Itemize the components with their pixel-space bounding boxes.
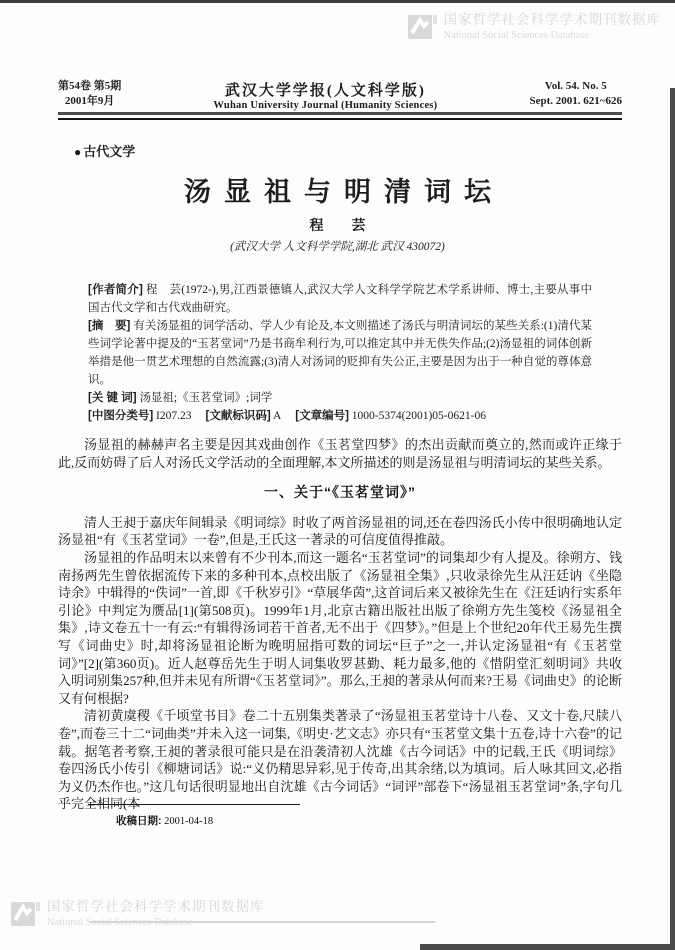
body-paragraph: 清初黄虞稷《千顷堂书目》卷二十五别集类著录了“汤显祖玉茗堂诗十八卷、又文十卷,尺牍八卷”,而卷三十二“词曲类”并未入这一词集,《明史·艺文志》亦只有“玉茗堂文集十五卷,诗十六卷”的记载。据笔者考察,王昶的著录很可能只是在沿袭清初人沈雄《古今词话》中的记载,王氏《明词综》卷四汤氏小传引《柳塘词话》说:“义仍精思异彩,见于传奇,出其余绪,以为填词。后人咏其回文,必指为义仍杰作也。”这几句话很明显地出自沈雄《古今词话》“词评”部卷下“汤显祖玉茗堂词”条,字句几乎完全相同(本 [58, 708, 622, 812]
watermark-text [47, 899, 265, 929]
watermark-en: National Social Sciences Database [47, 916, 193, 928]
watermark-text [444, 12, 662, 42]
keywords-label: [关 键 词] [88, 392, 137, 404]
footnote-rule [88, 804, 300, 805]
clc-label: [中图分类号] [88, 410, 154, 422]
body-paragraph: 清人王昶于嘉庆年间辑录《明词综》时收了两首汤显祖的词,还在卷四汤氏小传中很明确地认定汤显祖“有《玉茗堂词》一卷”,但是,王氏这一著录的可信度值得推敲。 [58, 514, 622, 548]
abstract-text: 有关汤显祖的词学活动、学人少有论及,本文则描述了汤氏与明清词坛的某些关系:(1)清代某些词学论著中提及的“玉茗堂词”乃是书商牟利行为,可以推定其中并无佚失作品;(2)汤显祖的词体创新举措是他一贯艺术理想的自然流露;(3)清人对汤词的贬抑有失公正,主要是因为出于一种自觉的尊体意识。 [88, 320, 592, 386]
scan-artifact-line [90, 921, 435, 923]
doc-code-value: A [272, 410, 282, 422]
category-bullet-icon: ● [74, 145, 82, 159]
article-body [58, 436, 622, 813]
watermark-bottom-left [10, 899, 265, 929]
intro-paragraph: 汤显祖的赫赫声名主要是因其戏曲创作《玉茗堂四梦》的杰出贡献而奠立的,然而或许正缘于此,反而妨碍了后人对汤氏文学活动的全面理解,本文所描述的则是汤显祖与明清词坛的某些关系。 [58, 437, 622, 470]
date-pages-en: Sept. 2001. 621~626 [529, 95, 622, 107]
volume-issue-en: Vol. 54. No. 5 [544, 80, 607, 92]
nssd-logo-icon [10, 899, 40, 929]
article-title: 汤显祖与明清词坛 [184, 177, 504, 207]
keywords [88, 389, 592, 407]
author-bio [88, 281, 592, 317]
abstract [88, 317, 592, 389]
scan-edge-top [0, 0, 675, 3]
date-cn: 2001年9月 [64, 95, 115, 107]
doc-code-label: [文献标识码] [205, 410, 271, 422]
received-date-line [116, 813, 213, 828]
watermark-top-right [407, 12, 662, 42]
journal-name-block [121, 79, 529, 111]
journal-volume-issue-en [529, 79, 622, 109]
received-date-label: 收稿日期: [116, 815, 162, 827]
received-date-value: 2001-04-18 [164, 816, 214, 827]
classification-line [88, 407, 592, 425]
body-paragraph: 汤显祖的作品明末以来曾有不少刊本,而这一题名“玉茗堂词”的词集却少有人提及。徐朔方、钱南扬两先生曾依据流传下来的多种刊本,点校出版了《汤显祖全集》,只收录徐先生从汪廷讷《坐隐诗余》中辑得的“佚词”一首,即《千秋岁引》“草展华茵”,这首词后来又被徐先生在《汪廷讷行实系年引论》中判定为赝品[1](第508页)。1999年1月,北京古籍出版社出版了徐朔方先生笺校《汤显祖全集》,诗文卷五十一有云:“有辑得汤词若干首者,无不出于《四梦》。”但是上个世纪20年代王易先生撰写《词曲史》时,却将汤显祖论断为晚明屈指可数的词坛“巨子”之一,并认定汤显祖“有《玉茗堂词》”[2](第360页)。近人赵尊岳先生于明人词集收罗甚勤、耗力最多,他的《惜阴堂汇刻明词》共收入明词别集257种,但并未见有所谓“《玉茗堂词》”。那么,王昶的著录从何而来?王易《词曲史》的论断又有何根据? [58, 549, 622, 706]
journal-header [58, 79, 622, 111]
clc-value: I207.23 [156, 410, 192, 422]
nssd-logo-icon [407, 12, 437, 42]
article-category [74, 141, 135, 160]
abstract-label: [摘 要] [88, 320, 131, 332]
article-author: 程 芸 [309, 219, 366, 234]
category-label: 古代文学 [83, 144, 136, 159]
author-bio-label: [作者简介] [88, 284, 143, 296]
article-affiliation: (武汉大学 人文科学学院,湖北 武汉 430072) [230, 241, 445, 253]
watermark-zh: 国家哲学社会科学学术期刊数据库 [443, 12, 661, 27]
journal-name-en: Wuhan University Journal (Humanity Sciences) [213, 100, 438, 111]
journal-name-cn: 武汉大学学报(人文科学版) [224, 83, 426, 99]
author-bio-text: 程 芸(1972-),男,江西景德镇人,武汉大学人文科学学院艺术学系讲师、博士,主要从事中国古代文学和古代戏曲研究。 [88, 284, 592, 314]
watermark-en: National Social Sciences Database [443, 29, 589, 41]
header-double-rule [58, 112, 622, 120]
journal-volume-issue-cn [58, 79, 121, 109]
keywords-text: 汤显祖;《玉茗堂词》;词学 [139, 392, 273, 404]
article-meta [88, 281, 592, 425]
scan-edge-bottom [420, 944, 675, 950]
article-id-value: 1000-5374(2001)05-0621-06 [351, 410, 486, 422]
article-id-label: [文章编号] [295, 410, 349, 422]
volume-issue-cn: 第54卷 第5期 [58, 80, 122, 92]
watermark-zh: 国家哲学社会科学学术期刊数据库 [47, 899, 265, 914]
section-1-heading: 一、关于“《玉茗堂词》” [264, 484, 416, 501]
